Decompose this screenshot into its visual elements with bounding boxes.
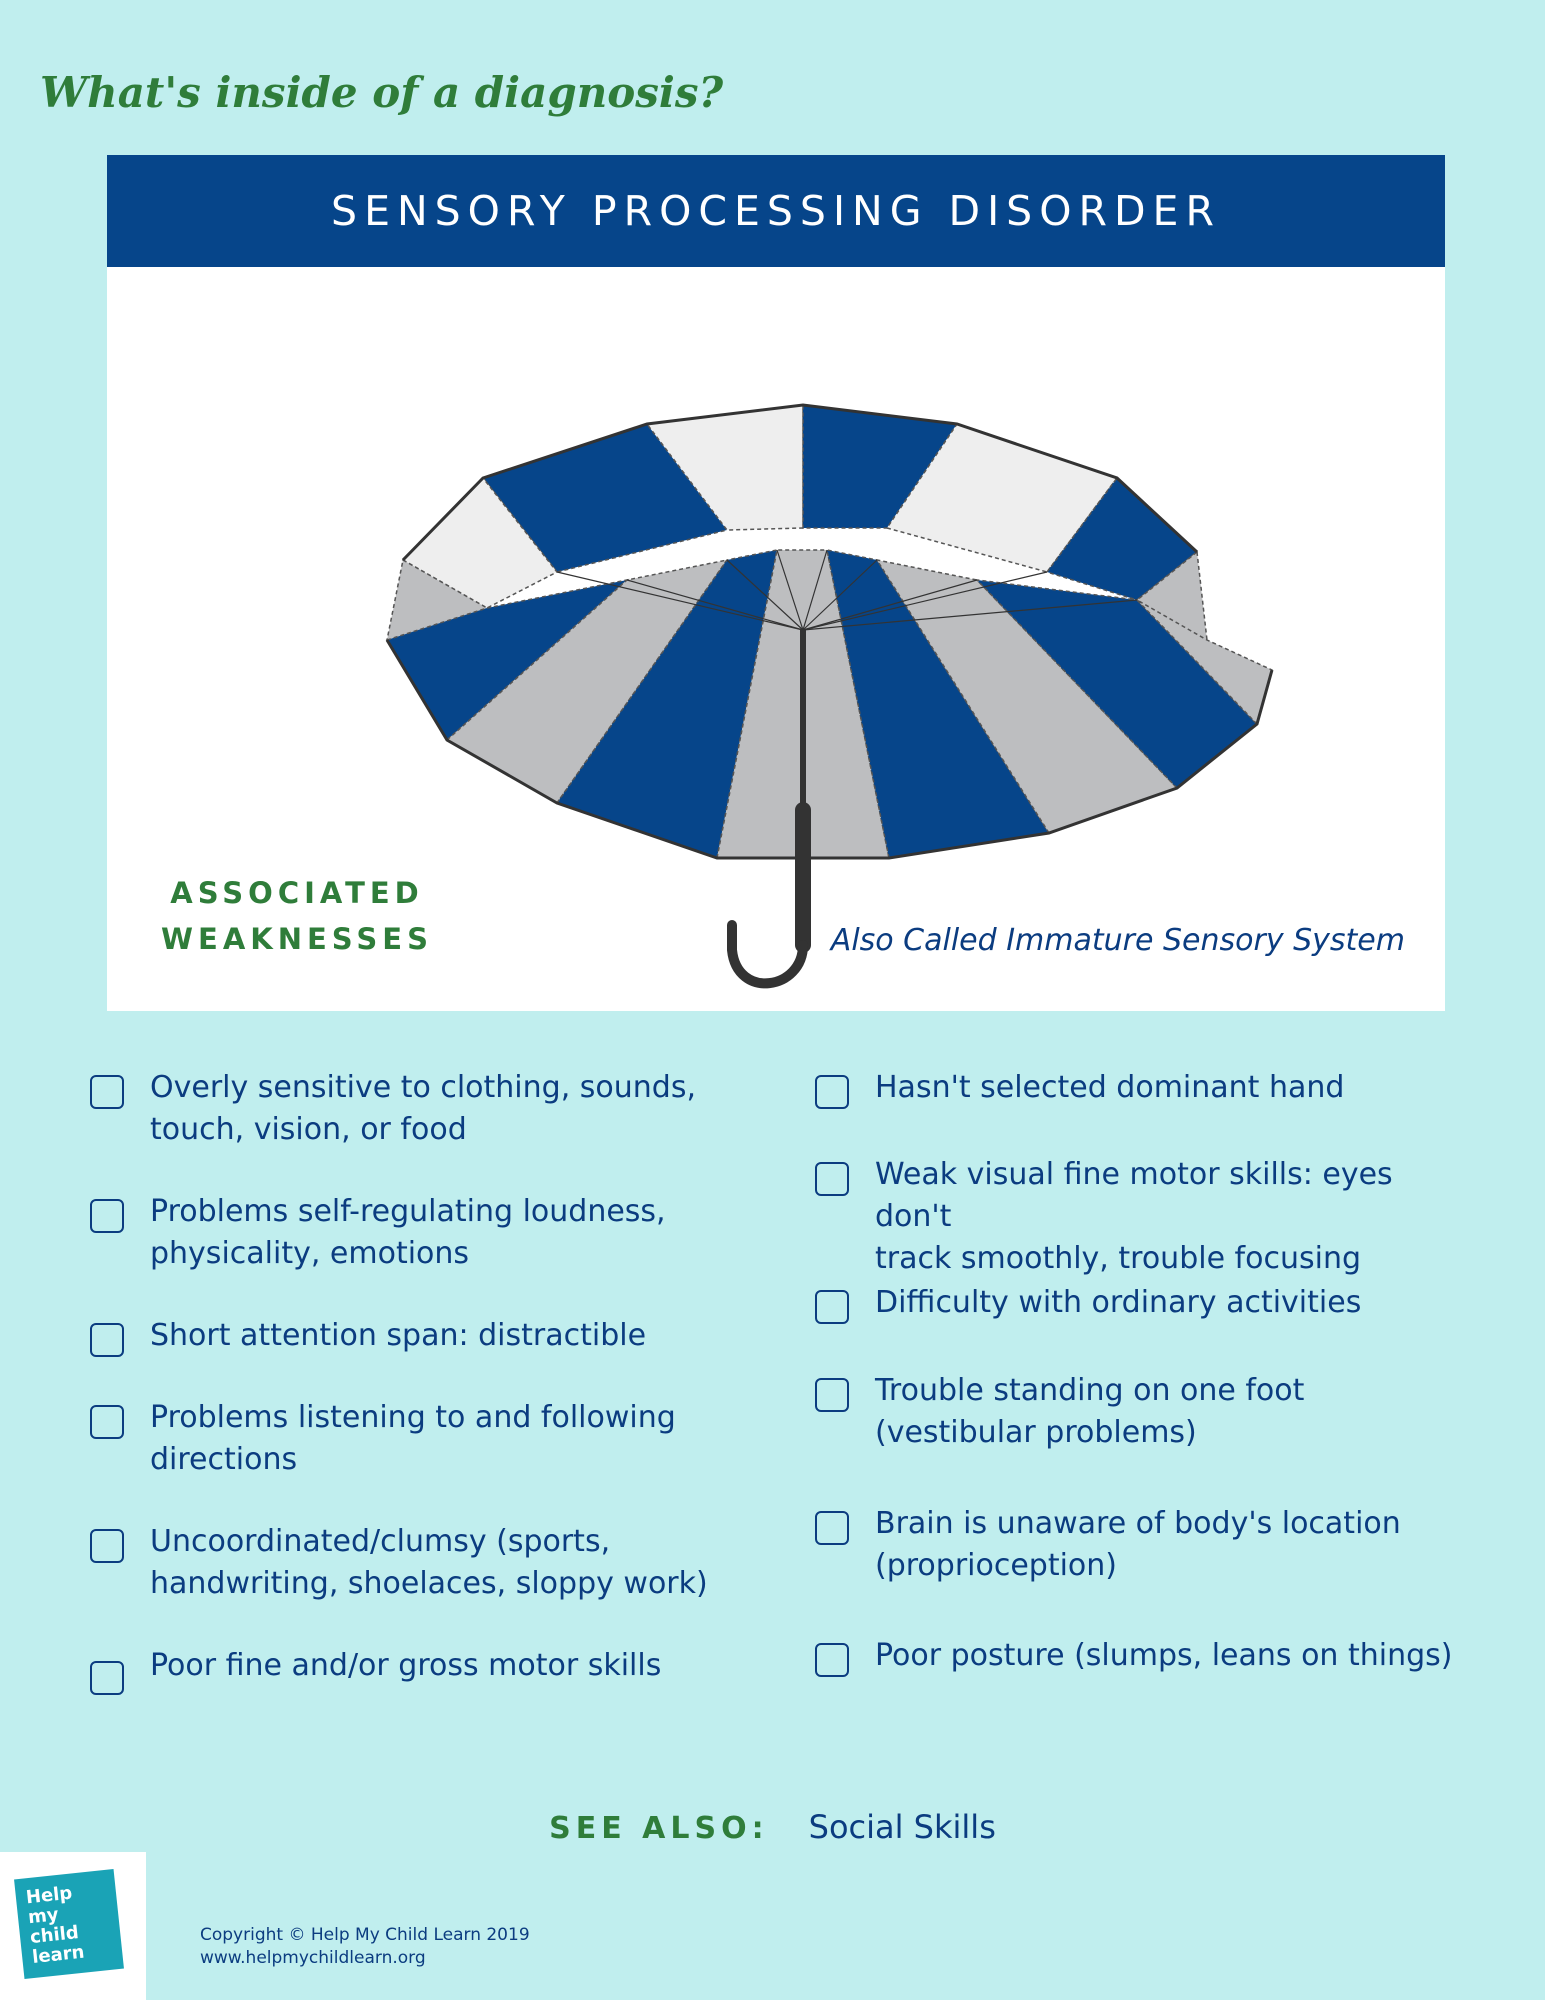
item-text: Problems self-regulating loudness, physicality, emotions bbox=[150, 1194, 666, 1271]
title-banner bbox=[107, 155, 1445, 267]
checkbox-icon[interactable] bbox=[815, 1075, 849, 1109]
item-text: Weak visual fine motor skills: eyes don't track smoothly, trouble focusing bbox=[875, 1157, 1393, 1276]
checkbox-icon[interactable] bbox=[815, 1511, 849, 1545]
item-text: Hasn't selected dominant hand bbox=[875, 1070, 1345, 1105]
item-text: Difficulty with ordinary activities bbox=[875, 1285, 1362, 1320]
checkbox-icon[interactable] bbox=[90, 1199, 124, 1233]
checkbox-icon[interactable] bbox=[90, 1075, 124, 1109]
copyright bbox=[200, 1924, 530, 1970]
see-also-link[interactable]: Social Skills bbox=[808, 1808, 996, 1846]
associated-weaknesses-label bbox=[137, 870, 457, 962]
page-title: What's inside of a diagnosis? bbox=[40, 68, 724, 117]
associated-label-line1: ASSOCIATED bbox=[170, 876, 424, 910]
item-text: Brain is unaware of body's location (proprioception) bbox=[875, 1506, 1401, 1583]
see-also bbox=[0, 1808, 1545, 1846]
associated-label-line2: WEAKNESSES bbox=[161, 922, 433, 956]
item-text: Short attention span: distractible bbox=[150, 1318, 647, 1353]
logo-icon bbox=[14, 1869, 124, 1979]
checkbox-icon[interactable] bbox=[90, 1405, 124, 1439]
checkbox-icon[interactable] bbox=[815, 1162, 849, 1196]
also-called-text: Also Called Immature Sensory System bbox=[830, 923, 1405, 958]
banner-title: SENSORY PROCESSING DISORDER bbox=[331, 187, 1221, 235]
checkbox-icon[interactable] bbox=[90, 1661, 124, 1695]
checkbox-icon[interactable] bbox=[90, 1323, 124, 1357]
checkbox-icon[interactable] bbox=[815, 1643, 849, 1677]
item-text: Trouble standing on one foot (vestibular problems) bbox=[875, 1373, 1305, 1450]
item-text: Poor fine and/or gross motor skills bbox=[150, 1648, 662, 1683]
umbrella-icon bbox=[377, 340, 1317, 1000]
checkbox-icon[interactable] bbox=[90, 1529, 124, 1563]
item-text: Problems listening to and following directions bbox=[150, 1400, 676, 1477]
logo bbox=[0, 1852, 146, 2000]
logo-text: Help my child learn bbox=[24, 1882, 86, 1968]
item-text: Overly sensitive to clothing, sounds, touch, vision, or food bbox=[150, 1070, 696, 1147]
copyright-text: Copyright © Help My Child Learn 2019 bbox=[200, 1925, 530, 1945]
diagnosis-card bbox=[107, 155, 1445, 1011]
item-text: Poor posture (slumps, leans on things) bbox=[875, 1638, 1453, 1673]
item-text: Uncoordinated/clumsy (sports, handwriting, shoelaces, sloppy work) bbox=[150, 1524, 708, 1601]
see-also-label: SEE ALSO: bbox=[549, 1811, 769, 1846]
checkbox-icon[interactable] bbox=[815, 1290, 849, 1324]
website-link[interactable]: www.helpmychildlearn.org bbox=[200, 1948, 426, 1968]
checkbox-icon[interactable] bbox=[815, 1378, 849, 1412]
